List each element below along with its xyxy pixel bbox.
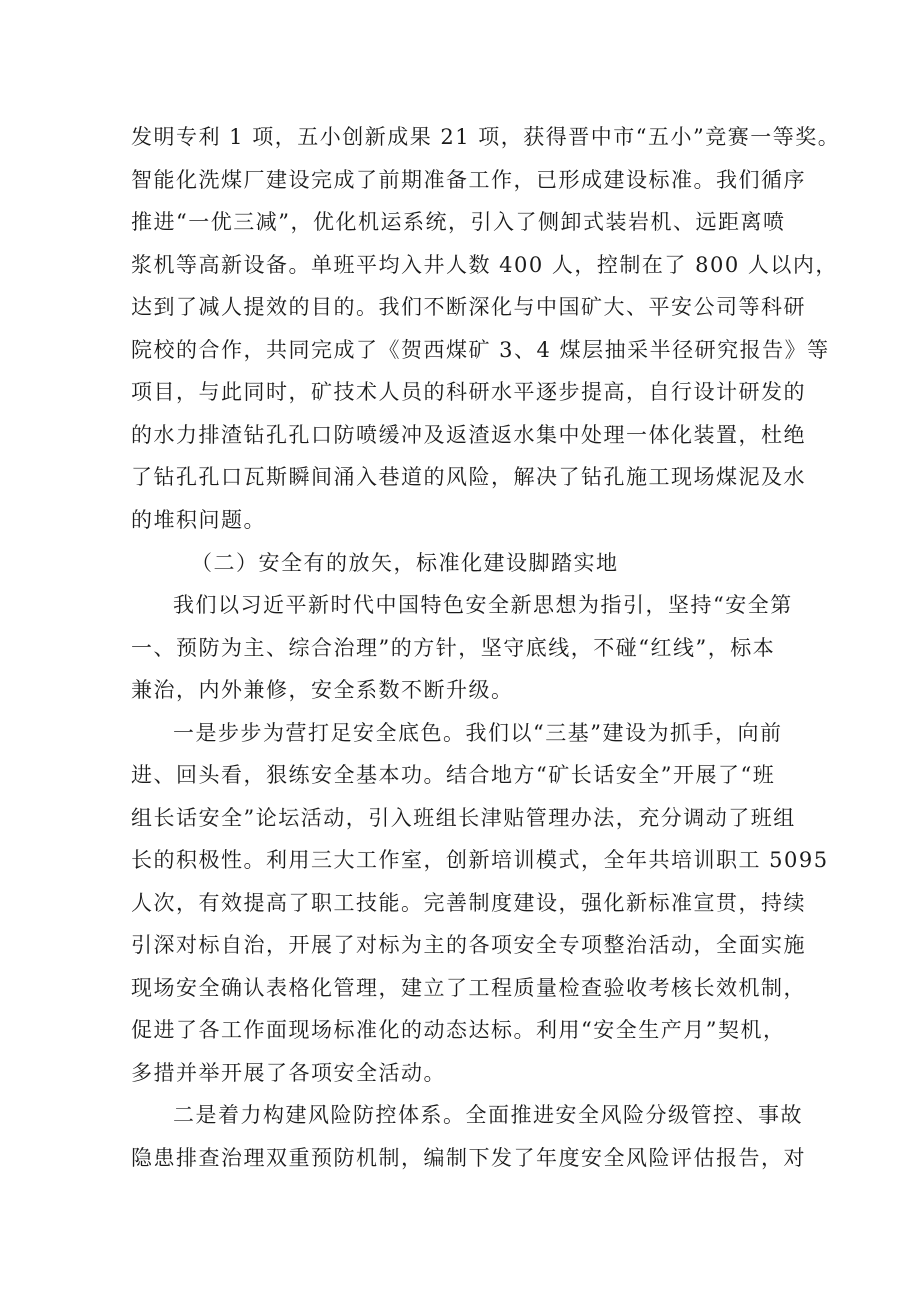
- text-line: 长的积极性。利用三大工作室，创新培训模式，全年共培训职工 5095: [131, 848, 829, 872]
- text-line: 我们以习近平新时代中国特色安全新思想为指引，坚持“安全第: [173, 593, 793, 617]
- section-heading: （二）安全有的放矢，标准化建设脚踏实地: [191, 551, 619, 575]
- text-line: 浆机等高新设备。单班平均入井人数 400 人，控制在了 800 人以内，: [131, 253, 838, 277]
- text-line: 推进“一优三减”，优化机运系统，引入了侧卸式装岩机、远距离喷: [131, 210, 786, 234]
- text-line: 二是着力构建风险防控体系。全面推进安全风险分级管控、事故: [173, 1103, 803, 1127]
- text-line: 一、预防为主、综合治理”的方针，坚守底线，不碰“红线”，标本: [131, 636, 776, 660]
- text-line: 引深对标自治，开展了对标为主的各项安全专项整治活动，全面实施: [131, 933, 806, 957]
- text-line: 隐患排查治理双重预防机制，编制下发了年度安全风险评估报告，对: [131, 1146, 806, 1170]
- text-line: 达到了减人提效的目的。我们不断深化与中国矿大、平安公司等科研: [131, 295, 806, 319]
- text-line: 的堆积问题。: [131, 508, 266, 532]
- text-line: 进、回头看，狠练安全基本功。结合地方“矿长话安全”开展了“班: [131, 763, 776, 787]
- text-line: 发明专利 1 项，五小创新成果 21 项，获得晋中市“五小”竞赛一等奖。: [131, 125, 841, 149]
- text-line: 智能化洗煤厂建设完成了前期准备工作，已形成建设标准。我们循序: [131, 168, 806, 192]
- text-line: 的水力排渣钻孔孔口防喷缓冲及返渣返水集中处理一体化装置，杜绝: [131, 423, 806, 447]
- text-line: 人次，有效提高了职工技能。完善制度建设，强化新标准宣贯，持续: [131, 891, 806, 915]
- text-line: 促进了各工作面现场标准化的动态达标。利用“安全生产月”契机，: [131, 1018, 786, 1042]
- text-line: 一是步步为营打足安全底色。我们以“三基”建设为抓手，向前: [173, 721, 783, 745]
- text-line: 兼治，内外兼修，安全系数不断升级。: [131, 678, 514, 702]
- text-line: 了钻孔孔口瓦斯瞬间涌入巷道的风险，解决了钻孔施工现场煤泥及水: [131, 465, 806, 489]
- text-line: 项目，与此同时，矿技术人员的科研水平逐步提高，自行设计研发的: [131, 380, 806, 404]
- text-line: 现场安全确认表格化管理，建立了工程质量检查验收考核长效机制，: [131, 976, 806, 1000]
- text-line: 多措并举开展了各项安全活动。: [131, 1061, 446, 1085]
- text-line: 院校的合作，共同完成了《贺西煤矿 3、4 煤层抽采半径研究报告》等: [131, 338, 830, 362]
- text-line: 组长话安全”论坛活动，引入班组长津贴管理办法，充分调动了班组: [131, 806, 796, 830]
